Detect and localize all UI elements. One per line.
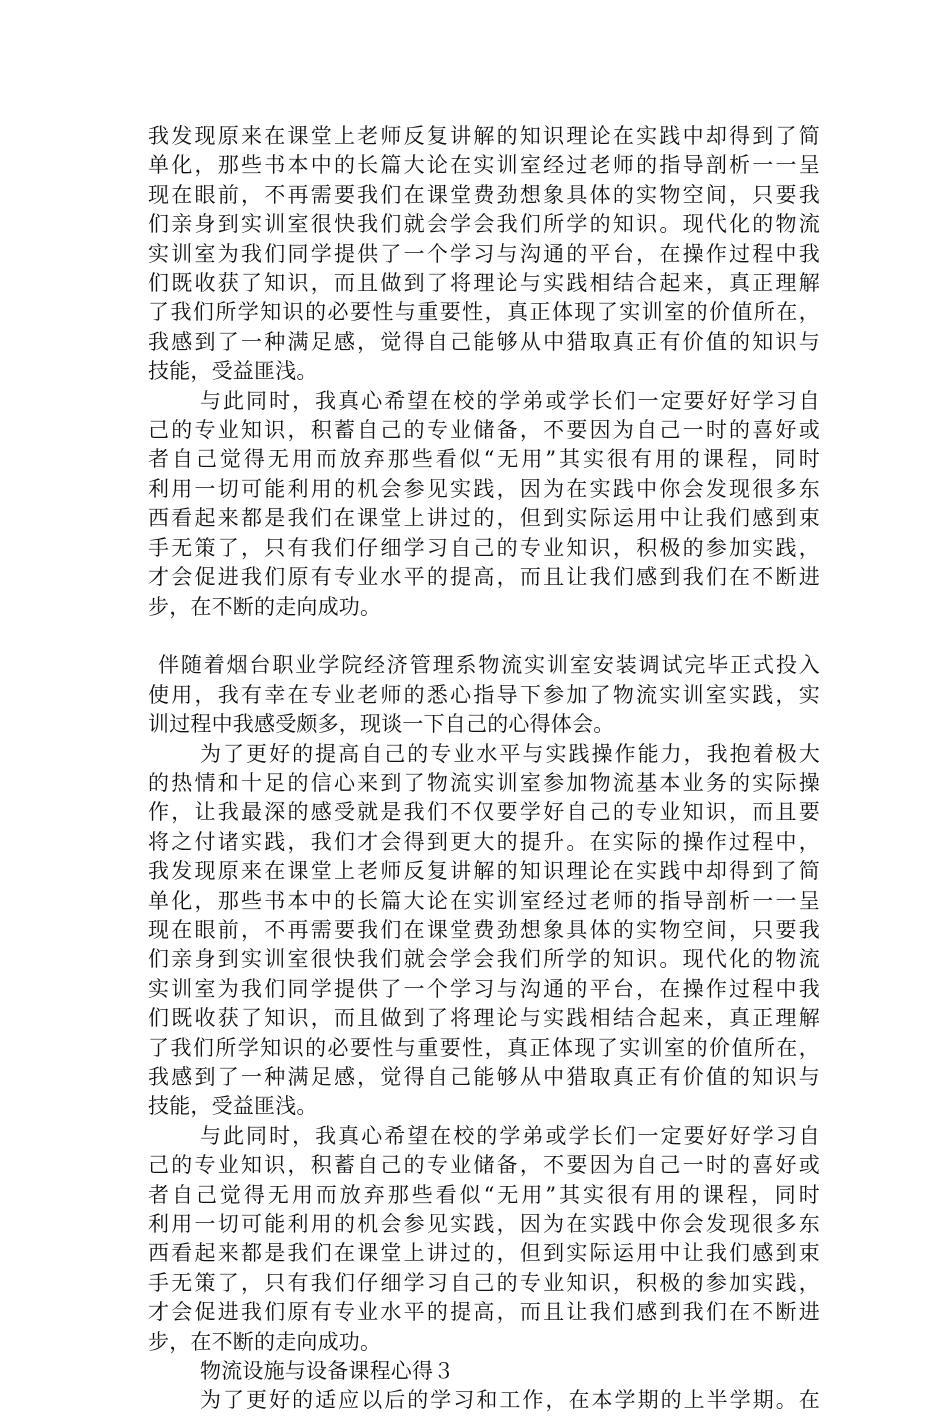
text-line: 使用，我有幸在专业老师的悉心指导下参加了物流实训室实践，实 (148, 682, 820, 707)
text-line: 训过程中我感受颇多，现谈一下自己的心得体会。 (148, 712, 615, 737)
blank-line (148, 622, 820, 651)
text-line: 我发现原来在课堂上老师反复讲解的知识理论在实践中却得到了简 (148, 859, 820, 884)
paragraph-block-2 (148, 387, 820, 622)
text-line: 我发现原来在课堂上老师反复讲解的知识理论在实践中却得到了简 (148, 124, 820, 148)
paragraph-block-1 (148, 122, 820, 387)
section-heading: 物流设施与设备课程心得３ (200, 1359, 455, 1384)
text-line: 将之付诸实践，我们才会得到更大的提升。在实际的操作过程中， (148, 829, 820, 854)
text-line: 我感到了一种满足感，觉得自己能够从中猎取真正有价值的知识与 (148, 329, 820, 354)
text-line: 利用一切可能利用的机会参见实践，因为在实践中你会发现很多东 (148, 476, 820, 501)
text-line: 技能，受益匪浅。 (148, 359, 318, 384)
document-page (148, 122, 820, 1416)
paragraph-block-6 (148, 1386, 820, 1415)
text-line: 实训室为我们同学提供了一个学习与沟通的平台，在操作过程中我 (148, 241, 820, 266)
text-line: 手无策了，只有我们仔细学习自己的专业知识，积极的参加实践， (148, 1270, 820, 1295)
text-line: 的热情和十足的信心来到了物流实训室参加物流基本业务的实际操 (148, 770, 820, 795)
text-line: 为了更好的适应以后的学习和工作，在本学期的上半学期。在 (200, 1388, 820, 1413)
text-line: 西看起来都是我们在课堂上讲过的，但到实际运用中让我们感到束 (148, 1241, 820, 1266)
text-line: 才会促进我们原有专业水平的提高，而且让我们感到我们在不断进 (148, 565, 820, 590)
text-line: 己的专业知识，积蓄自己的专业储备，不要因为自己一时的喜好或 (148, 1153, 820, 1178)
text-line: 了我们所学知识的必要性与重要性，真正体现了实训室的价值所在， (148, 300, 820, 325)
text-line: 与此同时，我真心希望在校的学弟或学长们一定要好好学习自 (200, 388, 820, 413)
text-line: 现在眼前，不再需要我们在课堂费劲想象具体的实物空间，只要我 (148, 917, 820, 942)
text-line: 利用一切可能利用的机会参见实践，因为在实践中你会发现很多东 (148, 1212, 820, 1237)
text-line: 手无策了，只有我们仔细学习自己的专业知识，积极的参加实践， (148, 535, 820, 560)
text-line: 己的专业知识，积蓄自己的专业储备，不要因为自己一时的喜好或 (148, 418, 820, 443)
text-line: 们亲身到实训室很快我们就会学会我们所学的知识。现代化的物流 (148, 212, 820, 237)
text-line: 西看起来都是我们在课堂上讲过的，但到实际运用中让我们感到束 (148, 506, 820, 531)
text-line: 单化，那些书本中的长篇大论在实训室经过老师的指导剖析一一呈 (148, 888, 820, 913)
text-line: 伴随着烟台职业学院经济管理系物流实训室安装调试完毕正式投入 (158, 653, 820, 678)
text-line: 与此同时，我真心希望在校的学弟或学长们一定要好好学习自 (200, 1123, 820, 1148)
text-line: 单化，那些书本中的长篇大论在实训室经过老师的指导剖析一一呈 (148, 153, 820, 178)
text-line: 实训室为我们同学提供了一个学习与沟通的平台，在操作过程中我 (148, 976, 820, 1001)
text-line: 为了更好的提高自己的专业水平与实践操作能力，我抱着极大 (200, 741, 820, 766)
text-line: 现在眼前，不再需要我们在课堂费劲想象具体的实物空间，只要我 (148, 182, 820, 207)
paragraph-block-5 (148, 1122, 820, 1357)
text-line: 者自己觉得无用而放弃那些看似“无用”其实很有用的课程，同时 (148, 1182, 820, 1207)
text-line: 技能，受益匪浅。 (148, 1094, 318, 1119)
text-line: 者自己觉得无用而放弃那些看似“无用”其实很有用的课程，同时 (148, 447, 820, 472)
text-line: 才会促进我们原有专业水平的提高，而且让我们感到我们在不断进 (148, 1300, 820, 1325)
text-line: 步，在不断的走向成功。 (148, 594, 382, 619)
text-line: 作，让我最深的感受就是我们不仅要学好自己的专业知识，而且要 (148, 800, 820, 825)
text-line: 们既收获了知识，而且做到了将理论与实践相结合起来，真正理解 (148, 271, 820, 296)
paragraph-block-3 (148, 651, 820, 739)
text-line: 们亲身到实训室很快我们就会学会我们所学的知识。现代化的物流 (148, 947, 820, 972)
text-line: 了我们所学知识的必要性与重要性，真正体现了实训室的价值所在， (148, 1035, 820, 1060)
text-line: 们既收获了知识，而且做到了将理论与实践相结合起来，真正理解 (148, 1006, 820, 1031)
text-line: 我感到了一种满足感，觉得自己能够从中猎取真正有价值的知识与 (148, 1064, 820, 1089)
text-line: 步，在不断的走向成功。 (148, 1329, 382, 1354)
paragraph-block-4 (148, 740, 820, 1122)
